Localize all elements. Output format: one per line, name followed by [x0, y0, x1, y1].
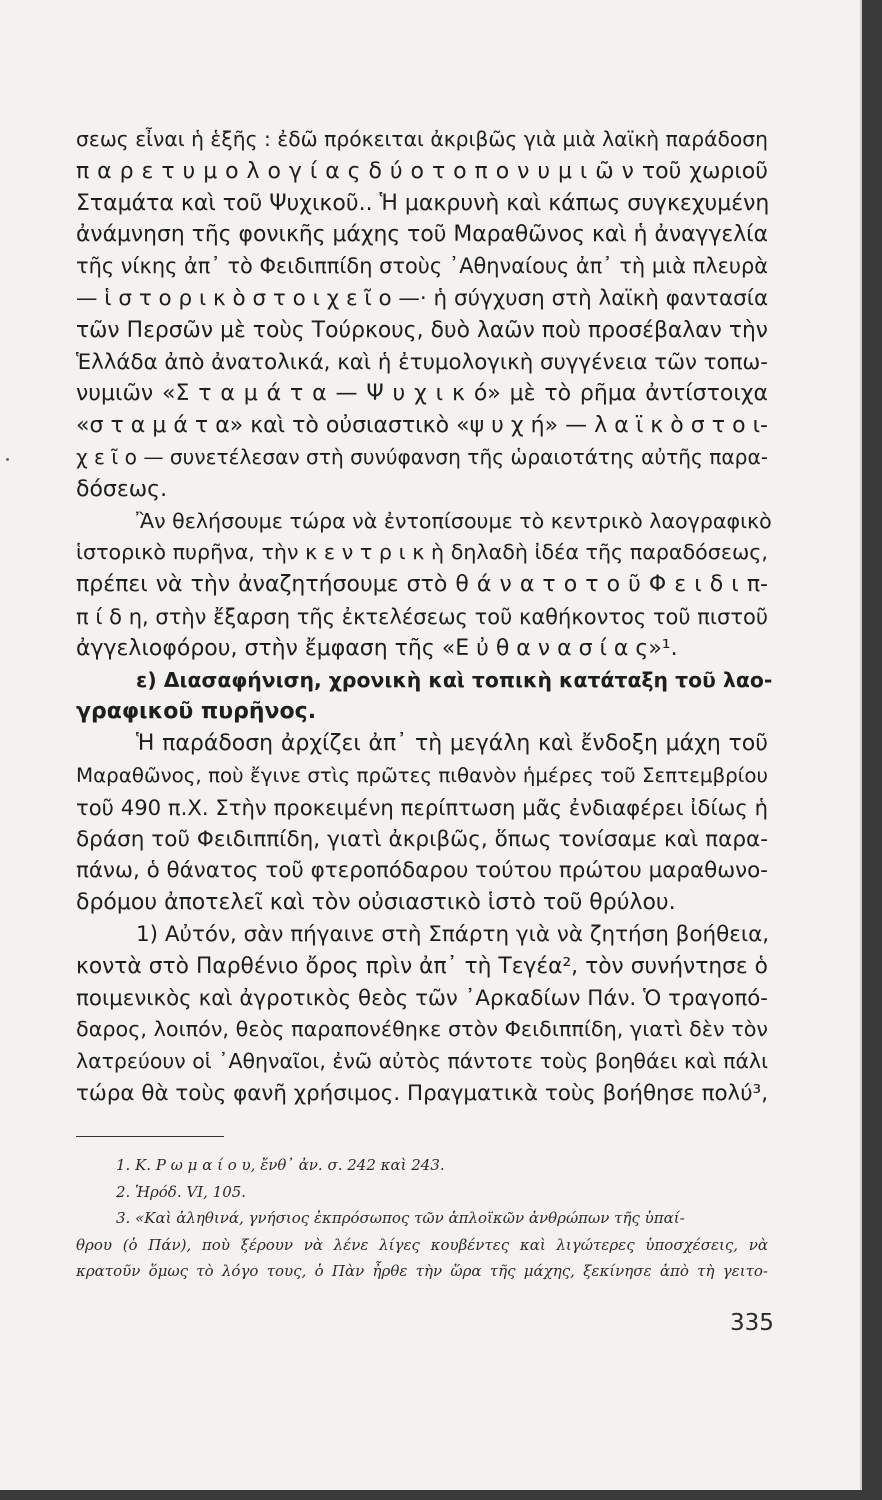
text-line: δρόμου ἀποτελεῖ καὶ τὸν οὐσιαστικὸ ἱστὸ τοῦ θρύλου. [76, 890, 676, 916]
text-line: «σ τ α μ ά τ α» καὶ τὸ οὐσιαστικὸ «ψ υ χ ή» — λ α ϊ κ ὸ σ τ ο ι- [76, 413, 768, 439]
page-number: 335 [730, 1310, 774, 1336]
section-heading-line: γραφικοῦ πυρῆνος. [76, 699, 317, 725]
paragraph-start-line: 1) Αὐτόν, σὰν πήγαινε στὴ Σπάρτη γιὰ νὰ ζητήση βοήθεια, [136, 921, 770, 947]
text-line: πρέπει νὰ τὴν ἀναζητήσουμε στὸ θ ά ν α τ ο τ ο ῦ Φ ε ι δ ι π- [76, 572, 768, 598]
text-line: ἱστορικὸ πυρῆνα, τὴν κ ε ν τ ρ ι κ ὴ δηλαδὴ ἰδέα τῆς παραδόσεως, [76, 540, 768, 565]
text-line: ἀγγελιοφόρου, στὴν ἔμφαση τῆς «Ε ὐ θ α ν α σ ί α ς»¹. [76, 635, 678, 661]
text-line: π α ρ ε τ υ μ ο λ ο γ ί α ς δ ύ ο τ ο π ο ν υ μ ι ῶ ν τοῦ χωριοῦ [76, 158, 768, 184]
paragraph-start-line: Ἡ παράδοση ἀρχίζει ἀπ᾽ τὴ μεγάλη καὶ ἔνδοξη μάχη τοῦ [136, 731, 768, 757]
footnotes [76, 1152, 768, 1285]
paragraph-start-line: Ἂν θελήσουμε τώρα νὰ ἐντοπίσουμε τὸ κεντρικὸ λαογραφικὸ [136, 508, 772, 533]
text-line: Σταμάτα καὶ τοῦ Ψυχικοῦ.. Ἡ μακρυνὴ καὶ κάπως συγκεχυμένη [76, 190, 770, 216]
footnote-continuation: θρου (ὁ Πάν), ποὺ ξέρουν νὰ λένε λίγες κουβέντες καὶ λιγώτερες ὑποσχέσεις, νὰ [76, 1235, 768, 1254]
text-line: τοῦ 490 π.Χ. Στὴν προκειμένη περίπτωση μᾶς ἐνδιαφέρει ἰδίως ἡ [76, 794, 768, 820]
text-line: Μαραθῶνος, ποὺ ἔγινε στὶς πρῶτες πιθανὸν ἡμέρες τοῦ Σεπτεμβρίου [76, 763, 768, 787]
footnote: 1. Κ. Ρ ω μ α ί ο υ, ἔνθ᾽ ἀν. σ. 242 καὶ 243. [116, 1156, 445, 1174]
text-line: κοντὰ στὸ Παρθένιο ὄρος πρὶν ἀπ᾽ τὴ Τεγέα², τὸν συνήντησε ὁ [76, 953, 768, 979]
text-line: ἀνάμνηση τῆς φονικῆς μάχης τοῦ Μαραθῶνος καὶ ἡ ἀναγγελία [76, 222, 768, 248]
margin-mark [6, 458, 9, 461]
text-line: σεως εἶναι ἡ ἑξῆς : ἐδῶ πρόκειται ἀκριβῶς γιὰ μιὰ λαϊκὴ παράδοση [76, 127, 768, 151]
footnote: 2. Ἡρόδ. VI, 105. [116, 1182, 247, 1201]
text-line: π ί δ η, στὴν ἔξαρση τῆς ἐκτελέσεως τοῦ καθήκοντος τοῦ πιστοῦ [76, 603, 768, 629]
text-line: τώρα θὰ τοὺς φανῆ χρήσιμος. Πραγματικὰ τοὺς βοήθησε πολύ³, [76, 1080, 768, 1106]
text-line: Ἑλλάδα ἀπὸ ἀνατολικά, καὶ ἡ ἐτυμολογικὴ συγγένεια τῶν τοπω- [76, 349, 768, 375]
footnote: 3. «Καὶ ἀληθινά, γνήσιος ἐκπρόσωπος τῶν ἁπλοϊκῶν ἀνθρώπων τῆς ὑπαί- [116, 1209, 685, 1227]
text-line: — ἱ σ τ ο ρ ι κ ὸ σ τ ο ι χ ε ῖ ο —· ἡ σύγχυση στὴ λαϊκὴ φαντασία [76, 285, 769, 311]
text-line: χ ε ῖ ο — συνετέλεσαν στὴ συνύφανση τῆς ὡραιοτάτης αὐτῆς παρα- [76, 444, 769, 469]
text-line: δόσεως. [76, 476, 168, 502]
text-line: ποιμενικὸς καὶ ἀγροτικὸς θεὸς τῶν ᾽Αρκαδίων Πάν. Ὁ τραγοπό- [76, 985, 768, 1011]
footnote-rule [76, 1136, 224, 1137]
text-line: τῆς νίκης ἀπ᾽ τὸ Φειδιππίδη στοὺς ᾽Αθηναίους ἀπ᾽ τὴ μιὰ πλευρὰ [76, 254, 769, 279]
text-line: νυμιῶν «Σ τ α μ ά τ α — Ψ υ χ ι κ ό» μὲ τὸ ρῆμα ἀντίστοιχα [76, 381, 768, 407]
body-text [76, 124, 773, 1110]
footnote-continuation: κρατοῦν ὅμως τὸ λόγο τους, ὁ Πὰν ἦρθε τὴν ὥρα τῆς μάχης, ξεκίνησε ἀπὸ τὴ γειτο- [76, 1262, 768, 1280]
text-line: τῶν Περσῶν μὲ τοὺς Τούρκους, δυὸ λαῶν ποὺ προσέβαλαν τὴν [76, 317, 768, 343]
text-line: λατρεύουν οἱ ᾽Αθηναῖοι, ἐνῶ αὐτὸς πάντοτε τοὺς βοηθάει καὶ πάλι [76, 1049, 768, 1074]
text-line: δαρος, λοιπόν, θεὸς παραπονέθηκε στὸν Φειδιππίδη, γιατὶ δὲν τὸν [76, 1017, 768, 1042]
section-heading-line: ε) Διασαφήνιση, χρονικὴ καὶ τοπικὴ κατάταξη τοῦ λαο- [136, 667, 773, 692]
text-line: πάνω, ὁ θάνατος τοῦ φτεροπόδαρου τούτου πρώτου μαραθωνο- [76, 858, 768, 884]
text-line: δράση τοῦ Φειδιππίδη, γιατὶ ἀκριβῶς, ὅπως τονίσαμε καὶ παρα- [76, 826, 768, 852]
